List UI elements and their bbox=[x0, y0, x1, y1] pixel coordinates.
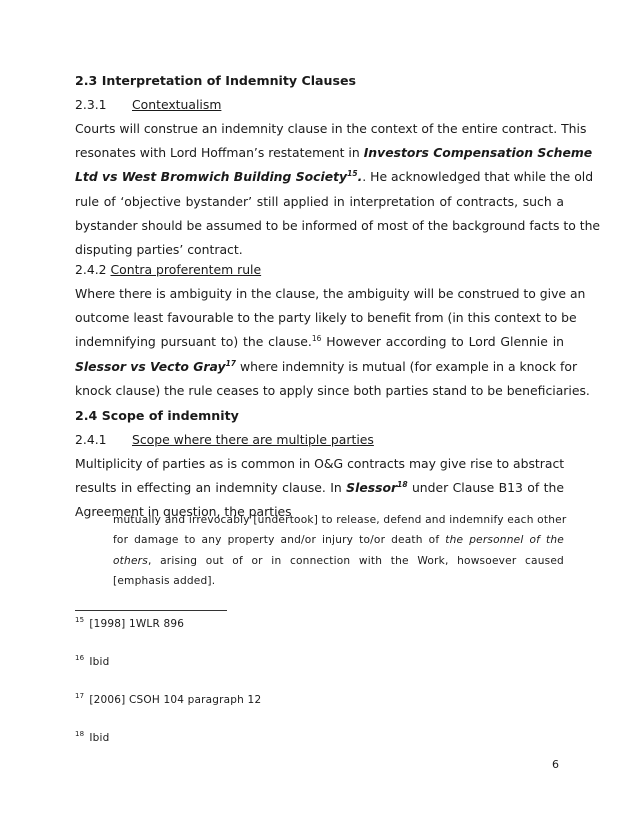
footnote-16 bbox=[75, 656, 109, 668]
footnote-17 bbox=[75, 694, 261, 706]
paragraph-line: Multiplicity of parties as is common in O&G contracts may give rise to abstract bbox=[75, 456, 565, 471]
paragraph-line: rule of ‘objective bystander’ still applied in interpretation of contracts, such a bbox=[75, 193, 564, 209]
footnote-text: [1998] 1WLR 896 bbox=[89, 618, 185, 630]
text-run: for damage to any property and/or injury to/or death of bbox=[113, 534, 440, 547]
case-name: Slessor vs Vecto Gray bbox=[75, 358, 226, 374]
paragraph-line: knock clause) the rule ceases to apply since both parties stand to be beneficiaries. bbox=[75, 382, 590, 398]
footnote-ref: 15 bbox=[347, 169, 358, 179]
paragraph-line: disputing parties’ contract. bbox=[75, 242, 243, 258]
subheading-2-4-2 bbox=[75, 258, 564, 282]
text-run: where indemnity is mutual (for example in a knock for bbox=[236, 358, 578, 374]
quote-line: mutually and irrevocably [undertook] to release, defend and indemnify each other bbox=[113, 514, 567, 526]
paragraph-line bbox=[75, 476, 564, 500]
case-name: Slessor bbox=[346, 480, 398, 496]
footnote-ref: 16 bbox=[311, 334, 322, 344]
text-run: . He acknowledged that while the old bbox=[362, 169, 594, 185]
paragraph-line bbox=[75, 141, 593, 165]
subheading-2-4-1 bbox=[75, 428, 564, 452]
text-run: , arising out of or in connection with the Work, howsoever caused bbox=[147, 554, 564, 567]
footnote-text: [2006] CSOH 104 paragraph 12 bbox=[89, 694, 262, 706]
subheading-title: Contextualism bbox=[132, 97, 222, 112]
paragraph-line bbox=[75, 330, 564, 354]
subheading-2-3-1 bbox=[75, 93, 564, 117]
footnote-number: 16 bbox=[75, 654, 85, 662]
block-quote bbox=[113, 510, 567, 591]
subheading-number: 2.3.1 bbox=[75, 97, 107, 112]
paragraph-line: Agreement in question, the parties bbox=[75, 504, 292, 520]
footnote-18 bbox=[75, 732, 109, 744]
section-2-3 bbox=[75, 69, 601, 262]
footnote-ref: 18 bbox=[397, 480, 408, 490]
subheading-title: Contra proferentem rule bbox=[110, 262, 262, 277]
paragraph-line bbox=[75, 355, 578, 379]
quote-line: [emphasis added]. bbox=[113, 574, 216, 587]
paragraph-line: outcome least favourable to the party likely to benefit from (in this context to be bbox=[75, 310, 577, 326]
footnote-separator bbox=[75, 610, 227, 611]
text-run: results in effecting an indemnity clause. In bbox=[75, 480, 342, 496]
paragraph-line: Ltd vs West Bromwich Building Society$^{15}$.. He acknowledged that while the old bbox=[75, 169, 594, 185]
section-2-4-2 bbox=[75, 258, 590, 403]
heading-2-4: 2.4 Scope of indemnity bbox=[75, 408, 239, 423]
footnote-ref: 17 bbox=[225, 358, 236, 368]
heading-2-3: 2.3 Interpretation of Indemnity Clauses bbox=[75, 73, 357, 88]
footnote-15 bbox=[75, 618, 184, 630]
text-run: However according to Lord Glennie in bbox=[321, 334, 565, 350]
quote-line bbox=[113, 551, 564, 571]
case-name: Investors Compensation Scheme bbox=[363, 145, 593, 161]
subheading-number: 2.4.2 bbox=[75, 262, 107, 277]
paragraph-line: Where there is ambiguity in the clause, the ambiguity will be construed to give an bbox=[75, 286, 586, 301]
emphasis-text: others bbox=[113, 554, 148, 567]
page-number: 6 bbox=[552, 758, 559, 771]
text-run: under Clause B13 of the bbox=[411, 480, 564, 496]
footnote-text: Ibid bbox=[89, 656, 110, 668]
footnote-number: 17 bbox=[75, 692, 85, 700]
footnote-text: Ibid bbox=[89, 732, 110, 744]
paragraph-line: Courts will construe an indemnity clause in the context of the entire contract. This bbox=[75, 121, 587, 136]
paragraph-line: bystander should be assumed to be informed of most of the background facts to the bbox=[75, 217, 601, 233]
subheading-title: Scope where there are multiple parties bbox=[132, 432, 374, 447]
subheading-number: 2.4.1 bbox=[75, 432, 107, 447]
text-run: indemnifying pursuant to) the clause. bbox=[75, 334, 312, 350]
section-2-4 bbox=[75, 404, 564, 525]
footnote-number: 18 bbox=[75, 730, 85, 738]
quote-line bbox=[113, 530, 564, 550]
emphasis-text: the personnel of the bbox=[445, 534, 565, 547]
text-run: resonates with Lord Hoffman’s restatement in bbox=[75, 145, 360, 161]
footnote-number: 15 bbox=[75, 616, 85, 624]
case-name: Ltd vs West Bromwich Building Society bbox=[75, 169, 348, 185]
